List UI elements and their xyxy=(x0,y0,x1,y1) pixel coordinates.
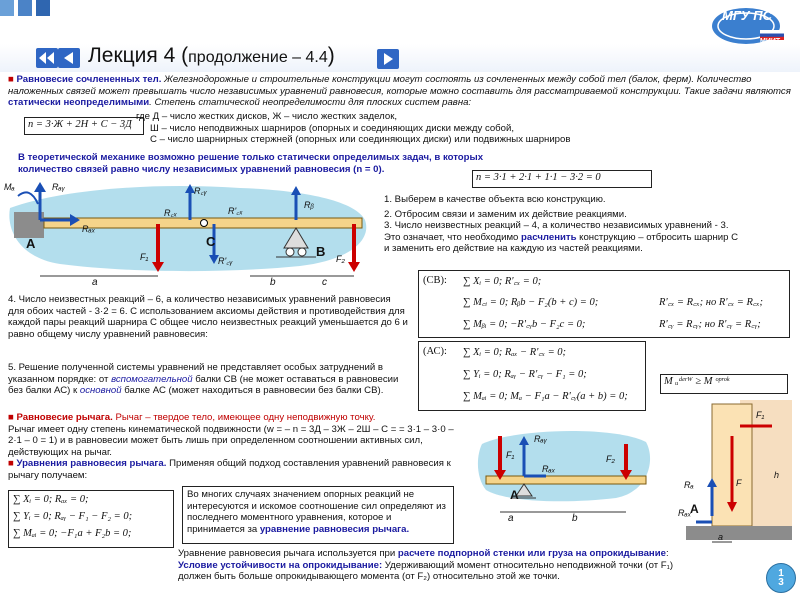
rax-label: Rₐₓ xyxy=(82,224,96,234)
step-3a: 3. Число неизвестных реакций – 4, а количество независимых уравнений - 3. xyxy=(384,220,729,232)
wall-f1: F₁ xyxy=(756,410,765,420)
lever-equations: ∑ Xᵢ = 0; Rₐₓ = 0; ∑ Yᵢ = 0; Rₐᵧ − F₁ − F₂ = 0; ∑ Mₐᵢ = 0; −F₁a + F₂b = 0; xyxy=(8,490,174,548)
step-2: 2. Отбросим связи и заменим их действие реакциями. xyxy=(384,208,627,220)
wall-point-a: A xyxy=(690,502,699,516)
left-arrow-icon[interactable] xyxy=(58,48,80,68)
step-4: 4. Число неизвестных реакций – 6, а количество независимых уравнений равновесия для обоих частей - 3·2 = 6. С использованием аксиомы действия и противодействия для каждой пары реакций шарнира С общее число неизвестных реакций уменьшается до 6 и равно общему числу уравнений равновесия: xyxy=(8,294,408,340)
page-title: Лекция 4 (продолжение – 4.4) xyxy=(88,44,335,67)
point-c-label: C xyxy=(206,234,216,249)
rcy2-label: R'꜀ᵧ xyxy=(218,256,233,266)
lever-dim-a: a xyxy=(508,513,514,524)
dim-a-label: a xyxy=(92,277,98,288)
equations-ac: (АС): ∑ Xᵢ = 0; Rₐₓ − R'꜀ₓ = 0; ∑ Yᵢ = 0; Rₐᵧ − R'꜀ᵧ − F₁ = 0; ∑ Mₐᵢ = 0; Mₐ − F₁a − R'꜀ᵧ(a + b) = 0; xyxy=(418,341,646,411)
ray-label: Rₐᵧ xyxy=(52,182,66,192)
lever-diagram xyxy=(476,420,656,524)
dim-b-label: b xyxy=(270,277,276,288)
rcx-label: R꜀ₓ xyxy=(164,208,178,218)
point-b-label: B xyxy=(316,244,326,259)
university-logo xyxy=(700,4,792,48)
compound-beam-diagram xyxy=(0,180,380,290)
step-5: 5. Решение полученной системы уравнений не представляет особых затруднений в указанном порядке: от вспомогательной балки СВ (не может оставаться в равновесии без балки АС) к основной балке АС (может находиться в равновесии без балки СВ). xyxy=(8,362,399,397)
rcx2-label: R'꜀ₓ xyxy=(228,206,243,216)
rcy-label: R꜀ᵧ xyxy=(194,186,207,196)
lever-rax: Rₐₓ xyxy=(542,464,556,474)
wall-rax: Rₐₓ xyxy=(678,508,692,518)
logo-text: МГУ ПС xyxy=(722,8,772,23)
lever-paragraph: ■ Равновесие рычага. Рычаг – твердое тело, имеющее одну неподвижную точку. Рычаг имеет одну степень кинематической подвижности (w = – n = 3Д – 3Ж – 2Ш – С = = 3·1 – 3·0 – 2·1 – 0 = 1) и в равновесии может быть лишь при определенном соотношении активных сил, действующих на рычаг. ■ Уравнения равновесия рычага. Применяя общий подход составления уравнений равновесия к рычагу получаем: xyxy=(8,412,454,481)
logo-subtext: МИИТ xyxy=(760,38,781,45)
wall-ra: Rₐ xyxy=(684,480,694,490)
lever-point-a: A xyxy=(510,488,519,502)
f2-label: F₂ xyxy=(336,254,345,264)
lever-dim-b: b xyxy=(572,513,578,524)
steps-1-3: 1. Выберем в качестве объекта всю конструкцию. 2. Отбросим связи и заменим их действие реакциями. 3. Число неизвестных реакций – 4, а количество независимых уравнений - 3. Это означает, что необходимо расчленить конструкцию – отбросить шарнир С и заменить его действие на каждую из частей реакциями. xyxy=(384,194,796,255)
page-number-badge[interactable]: 1 3 xyxy=(766,563,796,593)
retaining-wall-diagram xyxy=(676,396,796,546)
statical-formula: n = 3·Ж + 2Н + С − 3Д xyxy=(24,117,144,135)
wall-dim-a: a xyxy=(718,532,724,542)
equations-cb: (СВ): ∑ Xᵢ = 0; R'꜀ₓ = 0; ∑ M꜀ᵢ = 0; Rᵦb − F₂(b + c) = 0; ∑ Mᵦᵢ = 0; −R'꜀ᵧb − F₂c = 0; R'꜀ₓ = R꜀ₓ; но R'꜀ₓ = R꜀ₓ; R'꜀ᵧ = R꜀ᵧ; но R'꜀ᵧ = R꜀ᵧ; xyxy=(418,270,790,338)
wall-f: F xyxy=(736,478,742,488)
theoretical-note: В теоретической механике возможно решение только статически определимых задач, в которых количество связей равно числу независимых уравнений равновесия (n = 0). xyxy=(18,152,484,175)
double-left-arrow-icon[interactable] xyxy=(36,48,58,68)
stability-paragraph: Уравнение равновесия рычага используется при расчете подпорной стенки или груза на опрокидывание: Условие устойчивости на опрокидывание: Удерживающий момент относительно неподвижной точки (от F₁) должен быть больше опрокидывающего момента (от F₂) относительно этой же точки. xyxy=(178,548,674,583)
ma-label: Mₐ xyxy=(4,182,15,192)
step-1: 1. Выберем в качестве объекта всю конструкцию. xyxy=(384,194,606,205)
rb-label: Rᵦ xyxy=(304,200,315,210)
right-arrow-icon[interactable] xyxy=(377,49,399,69)
wall-dim-h: h xyxy=(774,470,780,480)
lever-ray: Rₐᵧ xyxy=(534,434,548,444)
f1-label: F₁ xyxy=(140,252,149,262)
point-a-label: A xyxy=(26,236,36,251)
dim-c-label: c xyxy=(322,277,327,288)
stability-formula: M ᵤᵈᵉʳᵂ ≥ M ᵒᵖʳᵒᵏ xyxy=(660,374,788,394)
zero-degree-formula: n = 3·1 + 2·1 + 1·1 − 3·2 = 0 xyxy=(472,170,652,188)
formula-legend: где Д – число жестких дисков, Ж – число жестких заделок, Ш – число неподвижных шарниров (опорных и соединяющих диски между собой, С – число шарнирных стержней (опорных или соединяющих диски) или подвижных шарниров xyxy=(136,111,571,146)
top-color-strip xyxy=(0,0,800,16)
section-paragraph: ■ Равновесие сочлененных тел. Железнодорожные и строительные конструкции могут состоять из сочлененных между собой тел (балок, ферм). Количество наложенных связей может превышать число независимых уравнений равновесия, которые можно составить для рассматриваемой конструкции. Такие задачи являются статически неопределимыми. Степень статической неопределимости для плоских систем равна: xyxy=(8,74,791,109)
lever-f2: F₂ xyxy=(606,454,615,464)
lever-note: Во многих случаях значением опорных реакций не интересуются и искомое соотношение сил определяют из последнего моментного уравнения, которое и принимается за уравнение равновесия рычага. xyxy=(182,486,454,544)
lever-f1: F₁ xyxy=(506,450,515,460)
